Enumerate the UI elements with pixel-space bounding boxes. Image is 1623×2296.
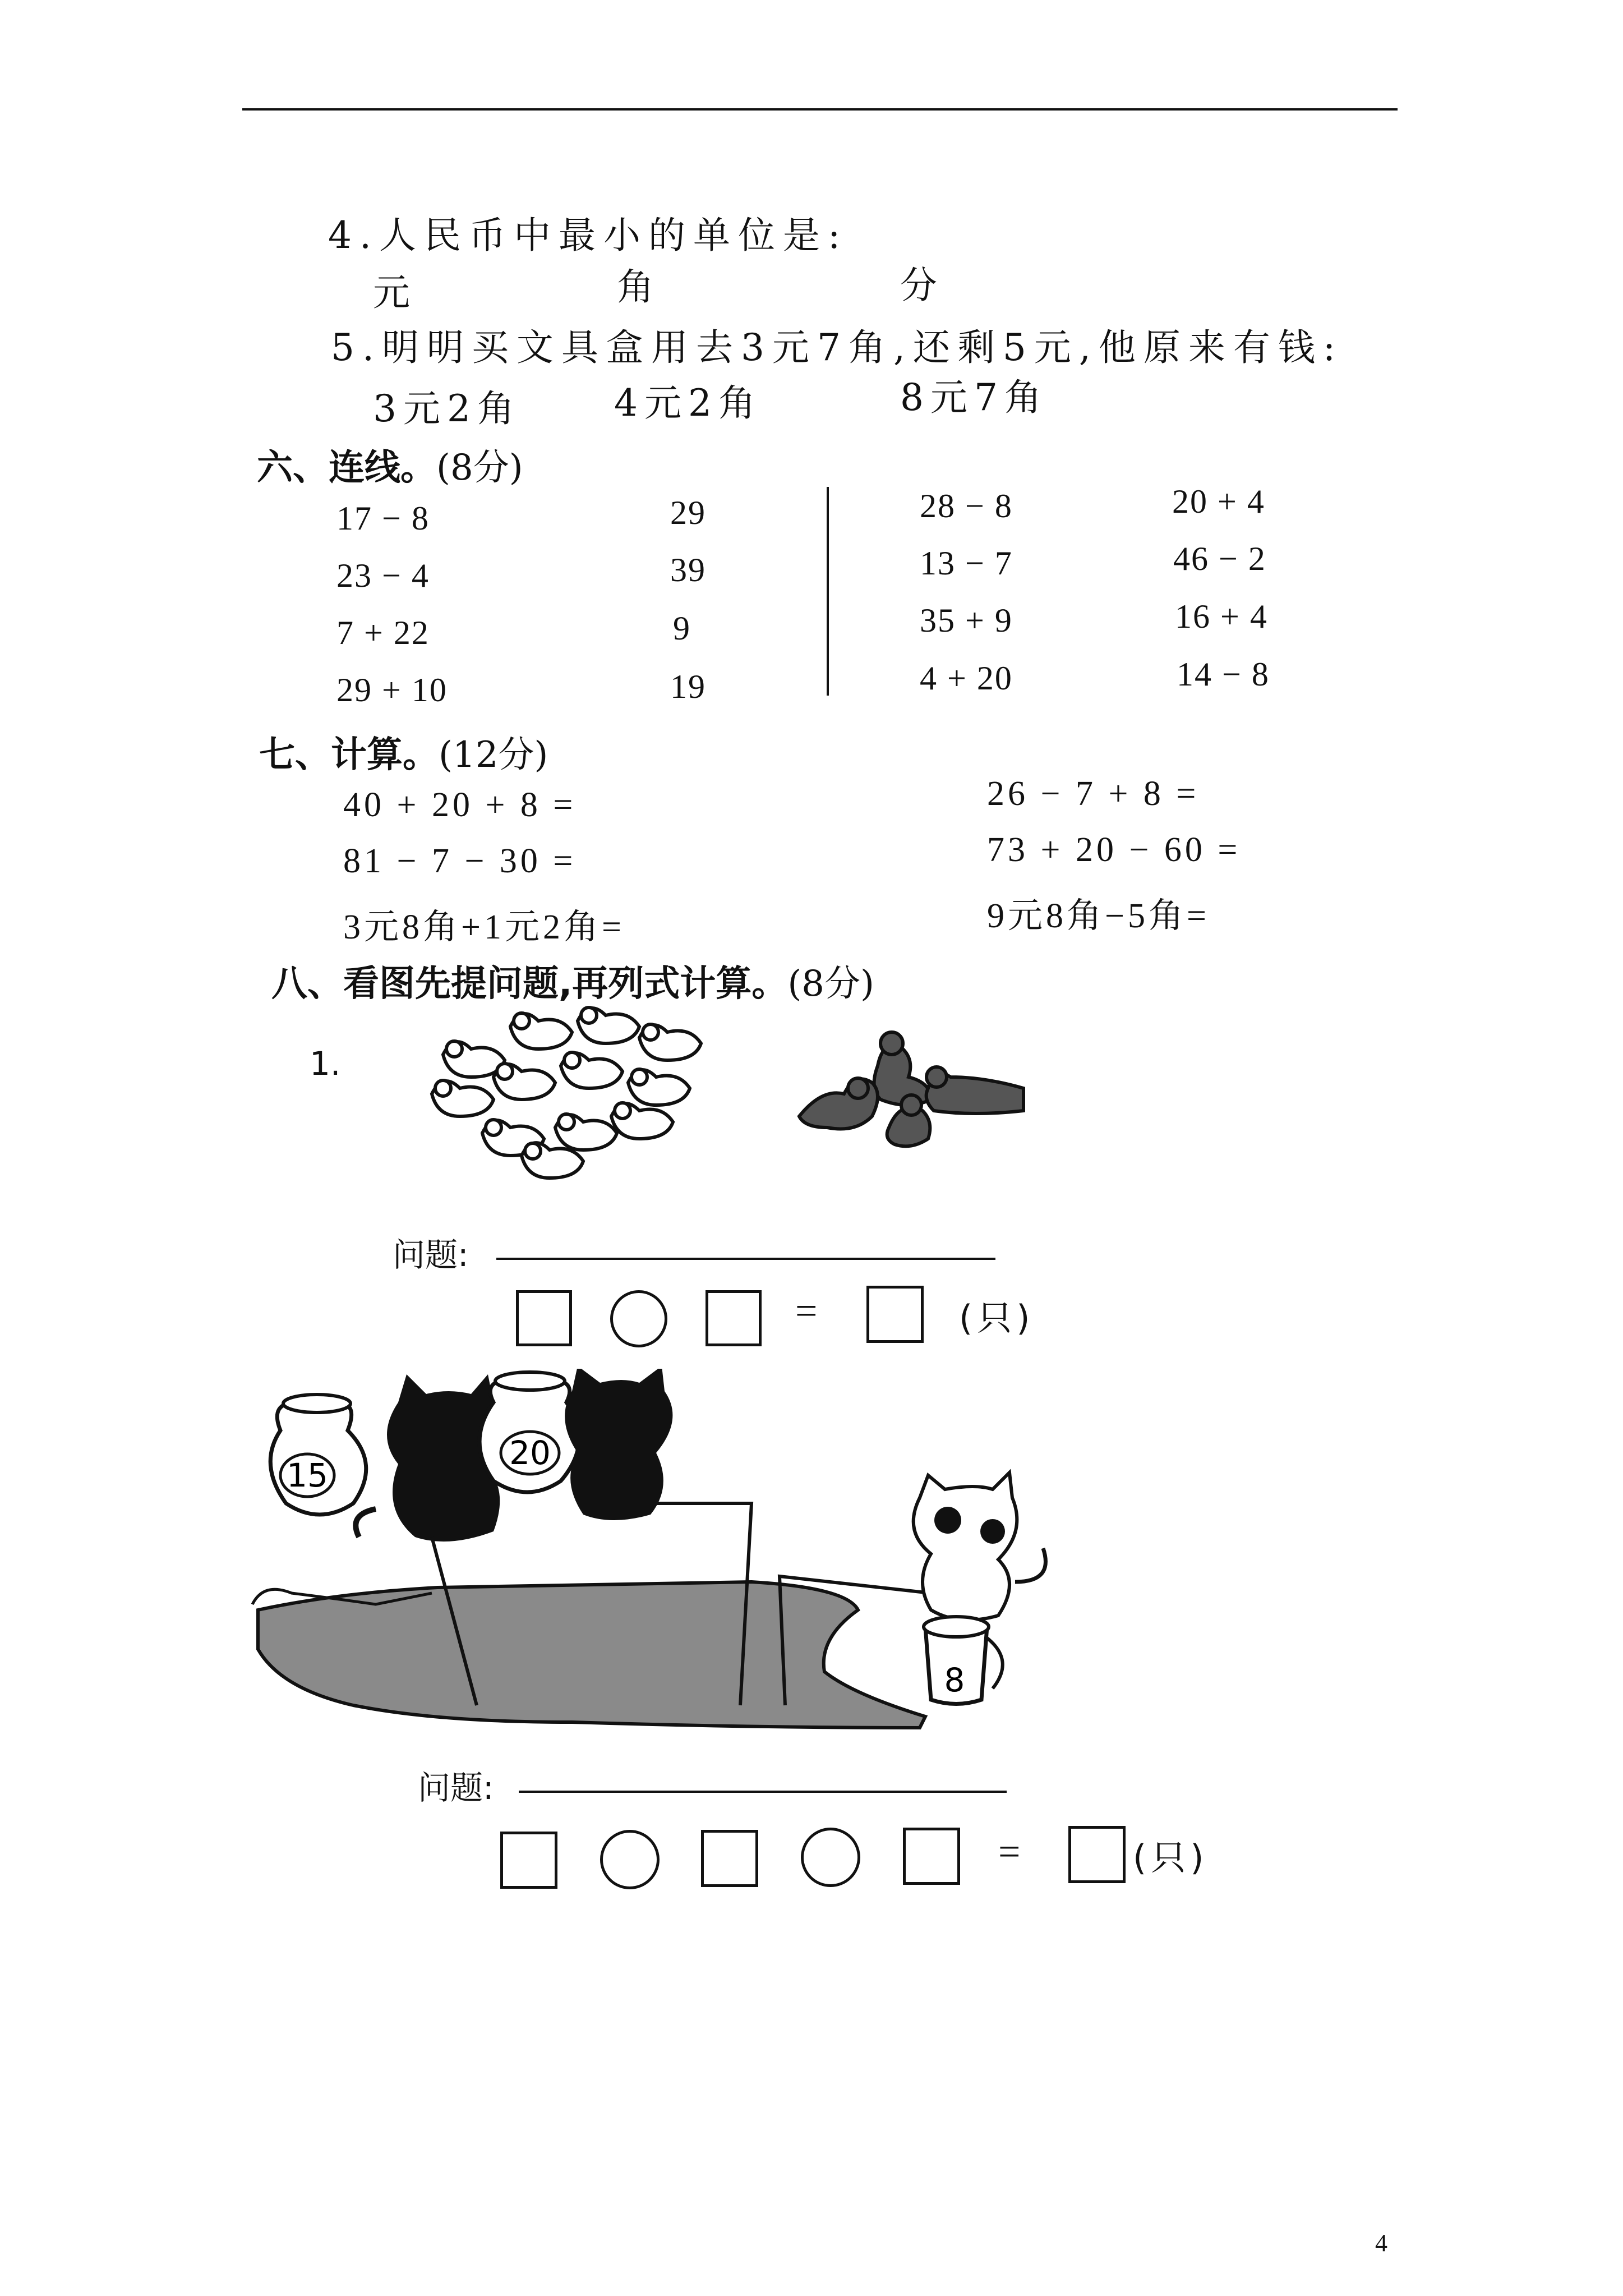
white-duck-icon xyxy=(432,1080,494,1116)
white-duck-icon xyxy=(510,1013,572,1049)
p1-blank-box-1[interactable] xyxy=(516,1290,572,1346)
s7-left-3: 3元8角+1元2角= xyxy=(343,908,625,946)
p1-unit: (只) xyxy=(959,1297,1035,1338)
section7-heading xyxy=(259,726,548,777)
s6-left-expr-1: 17 − 8 xyxy=(336,500,430,537)
dark-ducks-illustration xyxy=(794,1021,1029,1156)
q5-option-a: 3元2角 xyxy=(373,387,521,430)
section8-heading xyxy=(271,955,874,1006)
pond-shape xyxy=(258,1582,925,1728)
s6-left-expr-2: 23 − 4 xyxy=(336,557,430,594)
black-cat-icon xyxy=(356,1374,500,1542)
p1-blank-box-2[interactable] xyxy=(706,1290,762,1346)
q5-stem: 5.明明买文具盒用去3元7角,还剩5元,他原来有钱: xyxy=(331,326,1344,369)
section6-title: 六、连线。 xyxy=(257,447,436,489)
white-duck-icon xyxy=(639,1024,701,1060)
s6-right-match-4: 14 − 8 xyxy=(1177,656,1270,693)
p1-equals-sign: = xyxy=(795,1290,818,1333)
p2-answer-line[interactable] xyxy=(519,1791,1007,1793)
s6-left-expr-4: 29 + 10 xyxy=(336,671,448,708)
p2-operator-circle-1[interactable] xyxy=(600,1830,660,1889)
s6-right-match-1: 20 + 4 xyxy=(1172,483,1265,520)
white-duck-icon xyxy=(561,1052,623,1088)
q4-option-a: 元 xyxy=(373,271,417,314)
dark-duck-icon xyxy=(799,1078,878,1129)
q4-option-c: 分 xyxy=(900,264,944,307)
p2-answer-box[interactable] xyxy=(1068,1826,1126,1883)
s6-right-match-3: 16 + 4 xyxy=(1175,598,1268,635)
white-ducks-illustration xyxy=(426,1004,718,1184)
white-duck-icon xyxy=(611,1103,673,1139)
bucket-number-8: 8 xyxy=(944,1661,965,1699)
p1-answer-line[interactable] xyxy=(496,1258,995,1260)
dark-duck-icon xyxy=(874,1032,931,1105)
s7-right-2: 73 + 20 − 60 = xyxy=(987,831,1241,869)
section6-heading xyxy=(257,439,523,490)
dark-duck-icon xyxy=(926,1067,1023,1114)
p2-unit: (只) xyxy=(1133,1837,1209,1878)
jar-20-icon xyxy=(479,1372,579,1492)
s6-left-result-1: 29 xyxy=(670,494,706,531)
s6-right-match-2: 46 − 2 xyxy=(1173,540,1266,577)
p2-blank-box-1[interactable] xyxy=(500,1832,557,1889)
section8-title: 八、看图先提问题,再列式计算。 xyxy=(271,963,788,1005)
white-duck-icon xyxy=(578,1007,639,1043)
white-cat-icon xyxy=(914,1473,1046,1620)
p2-operator-circle-2[interactable] xyxy=(801,1828,860,1887)
section6-points: (8分) xyxy=(436,447,523,489)
jar-15-icon xyxy=(270,1395,366,1515)
p2-blank-box-3[interactable] xyxy=(903,1828,960,1885)
p1-answer-box[interactable] xyxy=(866,1286,924,1343)
p2-equals-sign: = xyxy=(998,1830,1021,1874)
p2-question-label: 问题: xyxy=(418,1769,494,1807)
page-number: 4 xyxy=(1375,2229,1387,2257)
section8-points: (8分) xyxy=(787,963,874,1005)
white-duck-icon xyxy=(494,1064,555,1099)
p2-blank-box-2[interactable] xyxy=(701,1830,758,1887)
bucket-8-icon xyxy=(924,1617,1003,1704)
s7-left-1: 40 + 20 + 8 = xyxy=(343,786,577,824)
s6-right-expr-3: 35 + 9 xyxy=(920,602,1013,639)
s6-right-expr-2: 13 − 7 xyxy=(920,545,1013,582)
p1-question-label: 问题: xyxy=(393,1236,469,1274)
s8-item1-label: 1. xyxy=(310,1045,341,1083)
black-cat-icon xyxy=(565,1369,672,1520)
fishing-cats-illustration xyxy=(247,1369,1066,1739)
s6-divider xyxy=(827,487,829,696)
s7-left-2: 81 − 7 − 30 = xyxy=(343,842,577,880)
p1-operator-circle[interactable] xyxy=(610,1290,667,1347)
section7-points: (12分) xyxy=(439,734,548,776)
white-duck-icon xyxy=(628,1069,690,1105)
section7-title: 七、计算。 xyxy=(259,734,439,776)
jar-number-20: 20 xyxy=(509,1434,551,1472)
header-rule xyxy=(242,108,1398,111)
s6-left-result-4: 19 xyxy=(670,668,706,705)
q5-option-b: 4元2角 xyxy=(614,381,762,425)
q4-option-b: 角 xyxy=(617,265,661,309)
s6-left-result-3: 9 xyxy=(673,610,691,647)
s6-left-result-2: 39 xyxy=(670,551,706,588)
s7-right-1: 26 − 7 + 8 = xyxy=(987,775,1200,813)
white-duck-icon xyxy=(555,1114,617,1150)
q4-stem: 4.人民币中最小的单位是: xyxy=(328,214,849,257)
s6-right-expr-4: 4 + 20 xyxy=(920,660,1013,697)
s7-right-3: 9元8角−5角= xyxy=(987,897,1210,935)
s6-left-expr-3: 7 + 22 xyxy=(336,614,430,651)
q5-option-c: 8元7角 xyxy=(900,376,1048,419)
s6-right-expr-1: 28 − 8 xyxy=(920,487,1013,524)
jar-number-15: 15 xyxy=(287,1456,328,1494)
